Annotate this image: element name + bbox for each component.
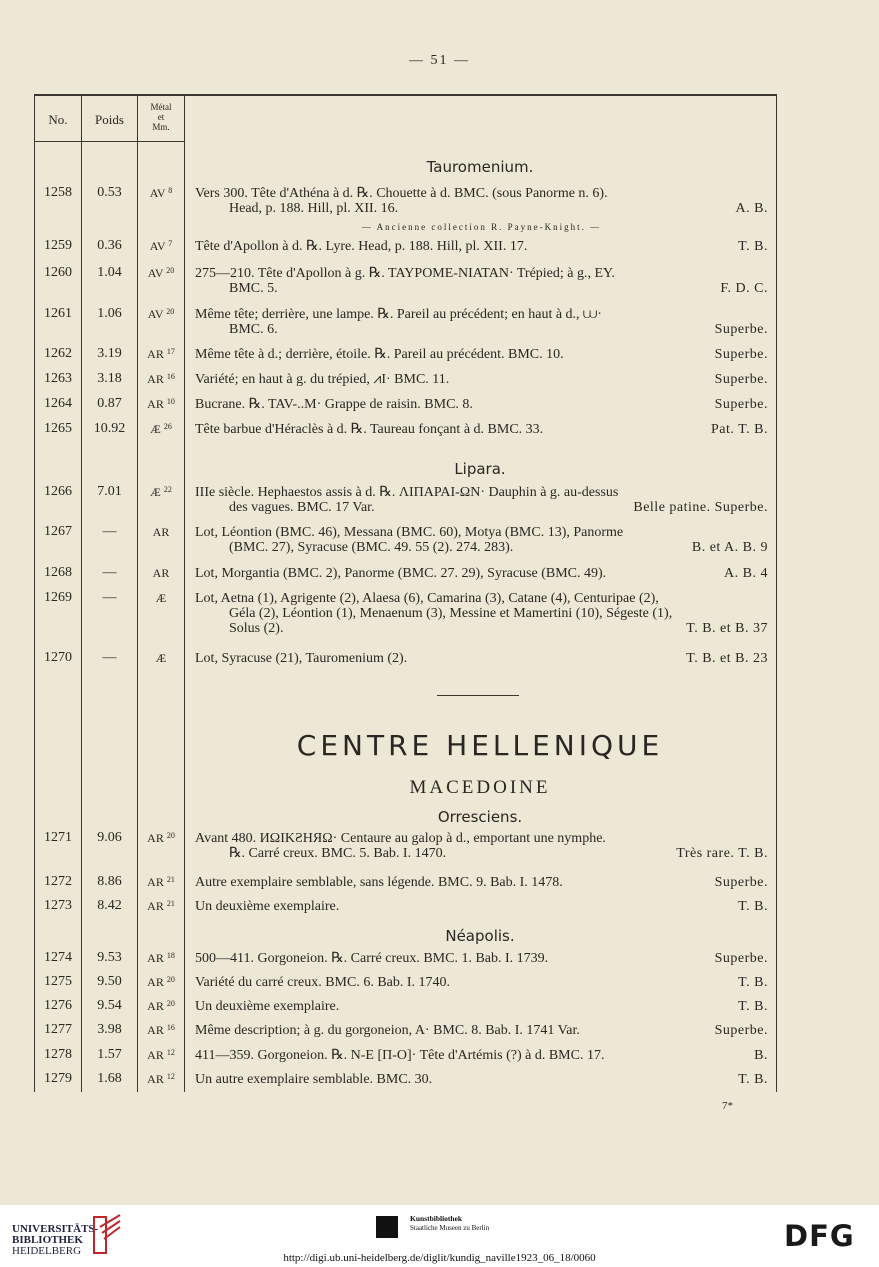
description-line: Un deuxième exemplaire. T. B.	[195, 899, 768, 914]
description-line: Géla (2), Léontion (1), Menaenum (3), Messine et Mamertini (10), Ségeste (1),	[229, 606, 673, 621]
entry-description	[195, 591, 768, 636]
entry-number: 1267	[44, 524, 72, 539]
entry-weight: 3.98	[97, 1022, 122, 1037]
entry-metal: Æ	[155, 591, 167, 605]
entry-description	[195, 307, 768, 337]
description-line: Même description; à g. du gorgoneion, A· BMC. 8. Bab. I. 1741 Var. Superbe.	[195, 1023, 768, 1038]
entry-description	[195, 899, 768, 914]
entry-number: 1269	[44, 590, 72, 605]
entry-weight: 1.06	[97, 306, 122, 321]
description-line: Lot, Léontion (BMC. 46), Messana (BMC. 60), Motya (BMC. 13), Panorme	[195, 525, 624, 540]
page-number: — 51 —	[409, 53, 470, 68]
section-neapolis: Néapolis.	[445, 927, 515, 945]
description-line: BMC. 6. Superbe.	[229, 322, 768, 337]
header-no: No.	[48, 112, 68, 127]
entry-metal: AV $^{20}$	[147, 266, 175, 280]
entry-description	[195, 239, 768, 254]
description-line: IIIe siècle. Hephaestos assis à d. ℞. ΛΙΠΑΡΑΙ-ΩΝ· Dauphin à g. au-dessus	[195, 485, 619, 500]
entry-metal: AV $^7$	[149, 239, 173, 253]
header-metal: Métal et Mm.	[150, 102, 172, 132]
description-line: Même tête à d.; derrière, étoile. ℞. Pareil au précédent. BMC. 10. Superbe.	[195, 347, 768, 362]
entry-number: 1268	[44, 565, 72, 580]
entry-weight: 0.53	[97, 185, 122, 200]
entry-metal: AR $^{12}$	[147, 1048, 175, 1062]
description-line: Même tête; derrière, une lampe. ℞. Pareil au précédent; en haut à d., ⩊·	[195, 307, 602, 322]
entry-weight: 10.92	[93, 421, 126, 436]
entry-description	[195, 525, 768, 555]
description-line: Vers 300. Tête d'Athéna à d. ℞. Chouette à d. BMC. (sous Panorme n. 6).	[195, 186, 608, 201]
entry-number: 1262	[44, 346, 72, 361]
entry-weight: 7.01	[97, 484, 122, 499]
entry-description	[195, 1072, 768, 1087]
section-lipara: Lipara.	[454, 460, 506, 478]
source-url-link[interactable]: http://digi.ub.uni-heidelberg.de/diglit/kundig_naville1923_06_18/0060	[283, 1252, 596, 1264]
entry-metal: AV $^8$	[149, 186, 173, 200]
entry-number: 1279	[44, 1071, 72, 1086]
entry-description	[195, 651, 768, 666]
entry-number: 1276	[44, 998, 72, 1013]
entry-metal: Æ $^{26}$	[150, 422, 172, 436]
description-line: BMC. 5. F. D. C.	[229, 281, 768, 296]
entry-weight: 0.36	[97, 238, 122, 253]
description-line: Un autre exemplaire semblable. BMC. 30. T. B.	[195, 1072, 768, 1087]
description-line: Variété; en haut à g. du trépied, ⩘I· BMC. 11. Superbe.	[195, 372, 768, 387]
entry-number: 1259	[44, 238, 72, 253]
entry-weight: 9.06	[97, 830, 122, 845]
description-line: Un deuxième exemplaire. T. B.	[195, 999, 768, 1014]
entry-metal: AR $^{12}$	[147, 1072, 175, 1086]
description-line: Solus (2). T. B. et B. 37	[229, 621, 768, 636]
entry-number: 1272	[44, 874, 72, 889]
entry-weight: 8.42	[97, 898, 122, 913]
entry-number: 1274	[44, 950, 72, 965]
column-rule-5	[776, 96, 777, 1092]
entry-description	[195, 951, 768, 966]
description-line: 275—210. Tête d'Apollon à g. ℞. TAYPOME-NIATAN· Trépied; à g., EY.	[195, 266, 615, 281]
entry-description	[195, 1048, 768, 1063]
description-line: Lot, Aetna (1), Agrigente (2), Alaesa (6), Camarina (3), Catane (4), Centuripae (2),	[195, 591, 659, 606]
entry-metal: AR $^{20}$	[147, 831, 175, 845]
entry-metal: AR $^{17}$	[147, 347, 175, 361]
entry-metal: AR $^{18}$	[147, 951, 175, 965]
description-line: Autre exemplaire semblable, sans légende. BMC. 9. Bab. I. 1478. Superbe.	[195, 875, 768, 890]
description-line: Avant 480. ИΩΙΚƧΗЯΩ· Centaure au galop à d., emportant une nymphe.	[195, 831, 606, 846]
description-line: Variété du carré creux. BMC. 6. Bab. I. 1740. T. B.	[195, 975, 768, 990]
table-top-rule	[34, 94, 777, 96]
entry-metal: Æ	[155, 651, 167, 665]
description-line: Tête d'Apollon à d. ℞. Lyre. Head, p. 188. Hill, pl. XII. 17. T. B.	[195, 239, 768, 254]
provenance-note: — Ancienne collection R. Payne-Knight. —	[361, 222, 602, 232]
description-line: 500—411. Gorgoneion. ℞. Carré creux. BMC. 1. Bab. I. 1739. Superbe.	[195, 951, 768, 966]
entry-metal: AR $^{21}$	[147, 875, 175, 889]
entry-weight: 1.68	[97, 1071, 122, 1086]
description-line: (BMC. 27), Syracuse (BMC. 49. 55 (2). 274. 283). B. et A. B. 9	[229, 540, 768, 555]
entry-metal: AR $^{16}$	[147, 1023, 175, 1037]
section-orresciens: Orresciens.	[437, 808, 523, 826]
description-line: Bucrane. ℞. TAV-..M· Grappe de raisin. BMC. 8. Superbe.	[195, 397, 768, 412]
entry-metal: AR $^{20}$	[147, 999, 175, 1013]
entry-weight: —	[102, 565, 117, 580]
section-tauromenium: Tauromenium.	[426, 158, 534, 176]
entry-number: 1265	[44, 421, 72, 436]
entry-description	[195, 999, 768, 1014]
entry-description	[195, 975, 768, 990]
entry-metal: AR	[152, 566, 170, 580]
entry-weight: 9.54	[97, 998, 122, 1013]
entry-metal: AR	[152, 525, 170, 539]
entry-number: 1266	[44, 484, 72, 499]
entry-metal: AR $^{16}$	[147, 372, 175, 386]
entry-number: 1260	[44, 265, 72, 280]
entry-number: 1278	[44, 1047, 72, 1062]
entry-description	[195, 485, 768, 515]
header-bottom-rule	[34, 141, 185, 142]
kunstbibliothek-logo-icon	[376, 1216, 398, 1238]
entry-weight: 1.04	[97, 265, 122, 280]
entry-description	[195, 266, 768, 296]
entry-number: 1277	[44, 1022, 72, 1037]
entry-metal: AR $^{10}$	[147, 397, 175, 411]
entry-description	[195, 397, 768, 412]
signature-mark: 7*	[722, 1100, 733, 1112]
section-macedoine: MACEDOINE	[409, 777, 551, 798]
entry-description	[195, 422, 768, 437]
entry-description	[195, 566, 768, 581]
description-line: des vagues. BMC. 17 Var. Belle patine. Superbe.	[229, 500, 768, 515]
entry-number: 1273	[44, 898, 72, 913]
description-line: Tête barbue d'Héraclès à d. ℞. Taureau fonçant à d. BMC. 33. Pat. T. B.	[195, 422, 768, 437]
section-centre-hellenique: CENTRE HELLENIQUE	[296, 729, 664, 762]
dfg-logo: DFG	[784, 1219, 855, 1253]
entry-number: 1270	[44, 650, 72, 665]
entry-weight: —	[102, 590, 117, 605]
entry-metal: AV $^{20}$	[147, 307, 175, 321]
description-line: Lot, Morgantia (BMC. 2), Panorme (BMC. 27. 29), Syracuse (BMC. 49). A. B. 4	[195, 566, 768, 581]
entry-description	[195, 372, 768, 387]
entry-description	[195, 186, 768, 216]
entry-weight: —	[102, 524, 117, 539]
entry-weight: 3.19	[97, 346, 122, 361]
entry-weight: 1.57	[97, 1047, 122, 1062]
section-separator	[437, 695, 519, 696]
entry-description	[195, 347, 768, 362]
entry-metal: AR $^{21}$	[147, 899, 175, 913]
header-poids: Poids	[95, 112, 124, 127]
entry-metal: AR $^{20}$	[147, 975, 175, 989]
description-line: 411—359. Gorgoneion. ℞. N-E [Π-O]· Tête d'Artémis (?) à d. BMC. 17. B.	[195, 1048, 768, 1063]
entry-weight: 8.86	[97, 874, 122, 889]
entry-weight: 3.18	[97, 371, 122, 386]
description-line: Head, p. 188. Hill, pl. XII. 16. A. B.	[229, 201, 768, 216]
entry-weight: —	[102, 650, 117, 665]
kunstbibliothek-name: Kunstbibliothek Staatliche Museen zu Berlin	[410, 1214, 490, 1232]
entry-number: 1261	[44, 306, 72, 321]
entry-description	[195, 1023, 768, 1038]
entry-number: 1275	[44, 974, 72, 989]
entry-weight: 0.87	[97, 396, 122, 411]
entry-weight: 9.53	[97, 950, 122, 965]
entry-number: 1263	[44, 371, 72, 386]
description-line: Lot, Syracuse (21), Tauromenium (2). T. B. et B. 23	[195, 651, 768, 666]
entry-weight: 9.50	[97, 974, 122, 989]
description-line: ℞. Carré creux. BMC. 5. Bab. I. 1470. Très rare. T. B.	[229, 846, 768, 861]
library-name: UNIVERSITÄTS- BIBLIOTHEK HEIDELBERG	[12, 1223, 99, 1257]
entry-description	[195, 875, 768, 890]
entry-description	[195, 831, 768, 861]
entry-number: 1264	[44, 396, 72, 411]
entry-number: 1258	[44, 185, 72, 200]
entry-number: 1271	[44, 830, 72, 845]
entry-metal: Æ $^{22}$	[150, 485, 172, 499]
